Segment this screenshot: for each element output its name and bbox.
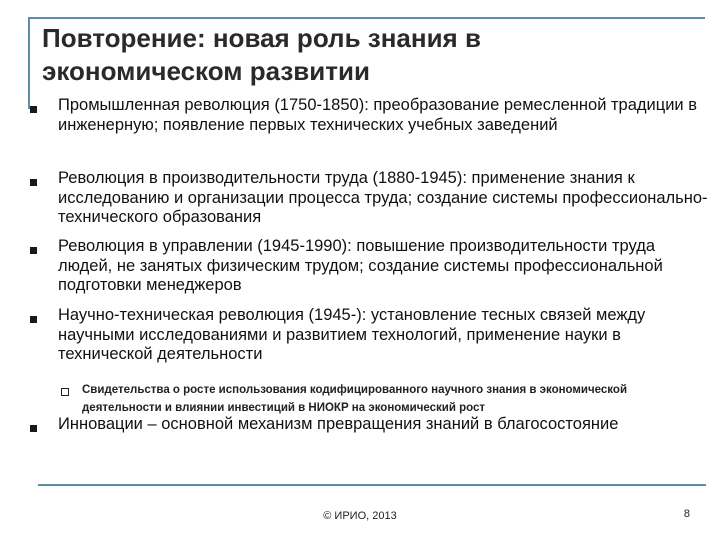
square-bullet-icon bbox=[30, 106, 37, 113]
bullet-text: Промышленная революция (1750-1850): преобразование ремесленной традиции в инженерную; появление первых технических учебных заведений bbox=[58, 96, 697, 134]
bullet-text: Революция в производительности труда (1880-1945): применение знания к исследованию и организации процесса труда; создание системы профессионально-технического образования bbox=[58, 169, 708, 226]
title-frame-left-line bbox=[28, 17, 30, 109]
bullet-text: Революция в управлении (1945-1990): повышение производительности труда людей, не занятых физическим трудом; создание системы профессиональной подготовки менеджеров bbox=[58, 237, 663, 294]
bullet-text: Научно-техническая революция (1945-): установление тесных связей между научными исследованиями и развитием технологий, применение науки в технической деятельности bbox=[58, 306, 646, 363]
square-bullet-icon bbox=[30, 247, 37, 254]
hollow-square-bullet-icon bbox=[61, 388, 69, 396]
square-bullet-icon bbox=[30, 316, 37, 323]
footer-rule bbox=[38, 484, 706, 486]
title-frame-top-line bbox=[28, 17, 705, 19]
sub-bullet-text: Свидетельства о росте использования кодифицированного научного знания в экономической деятельности и влиянии инвестиций в НИОКР на экономический рост bbox=[82, 384, 628, 414]
square-bullet-icon bbox=[30, 179, 37, 186]
bullet-text: Инновации – основной механизм превращения знаний в благосостояние bbox=[58, 415, 619, 433]
page-number: 8 bbox=[683, 508, 690, 520]
footer-copyright: © ИРИО, 2013 bbox=[323, 510, 397, 522]
slide-title: Повторение: новая роль знания в экономическом развитии bbox=[42, 23, 481, 86]
square-bullet-icon bbox=[30, 425, 37, 432]
